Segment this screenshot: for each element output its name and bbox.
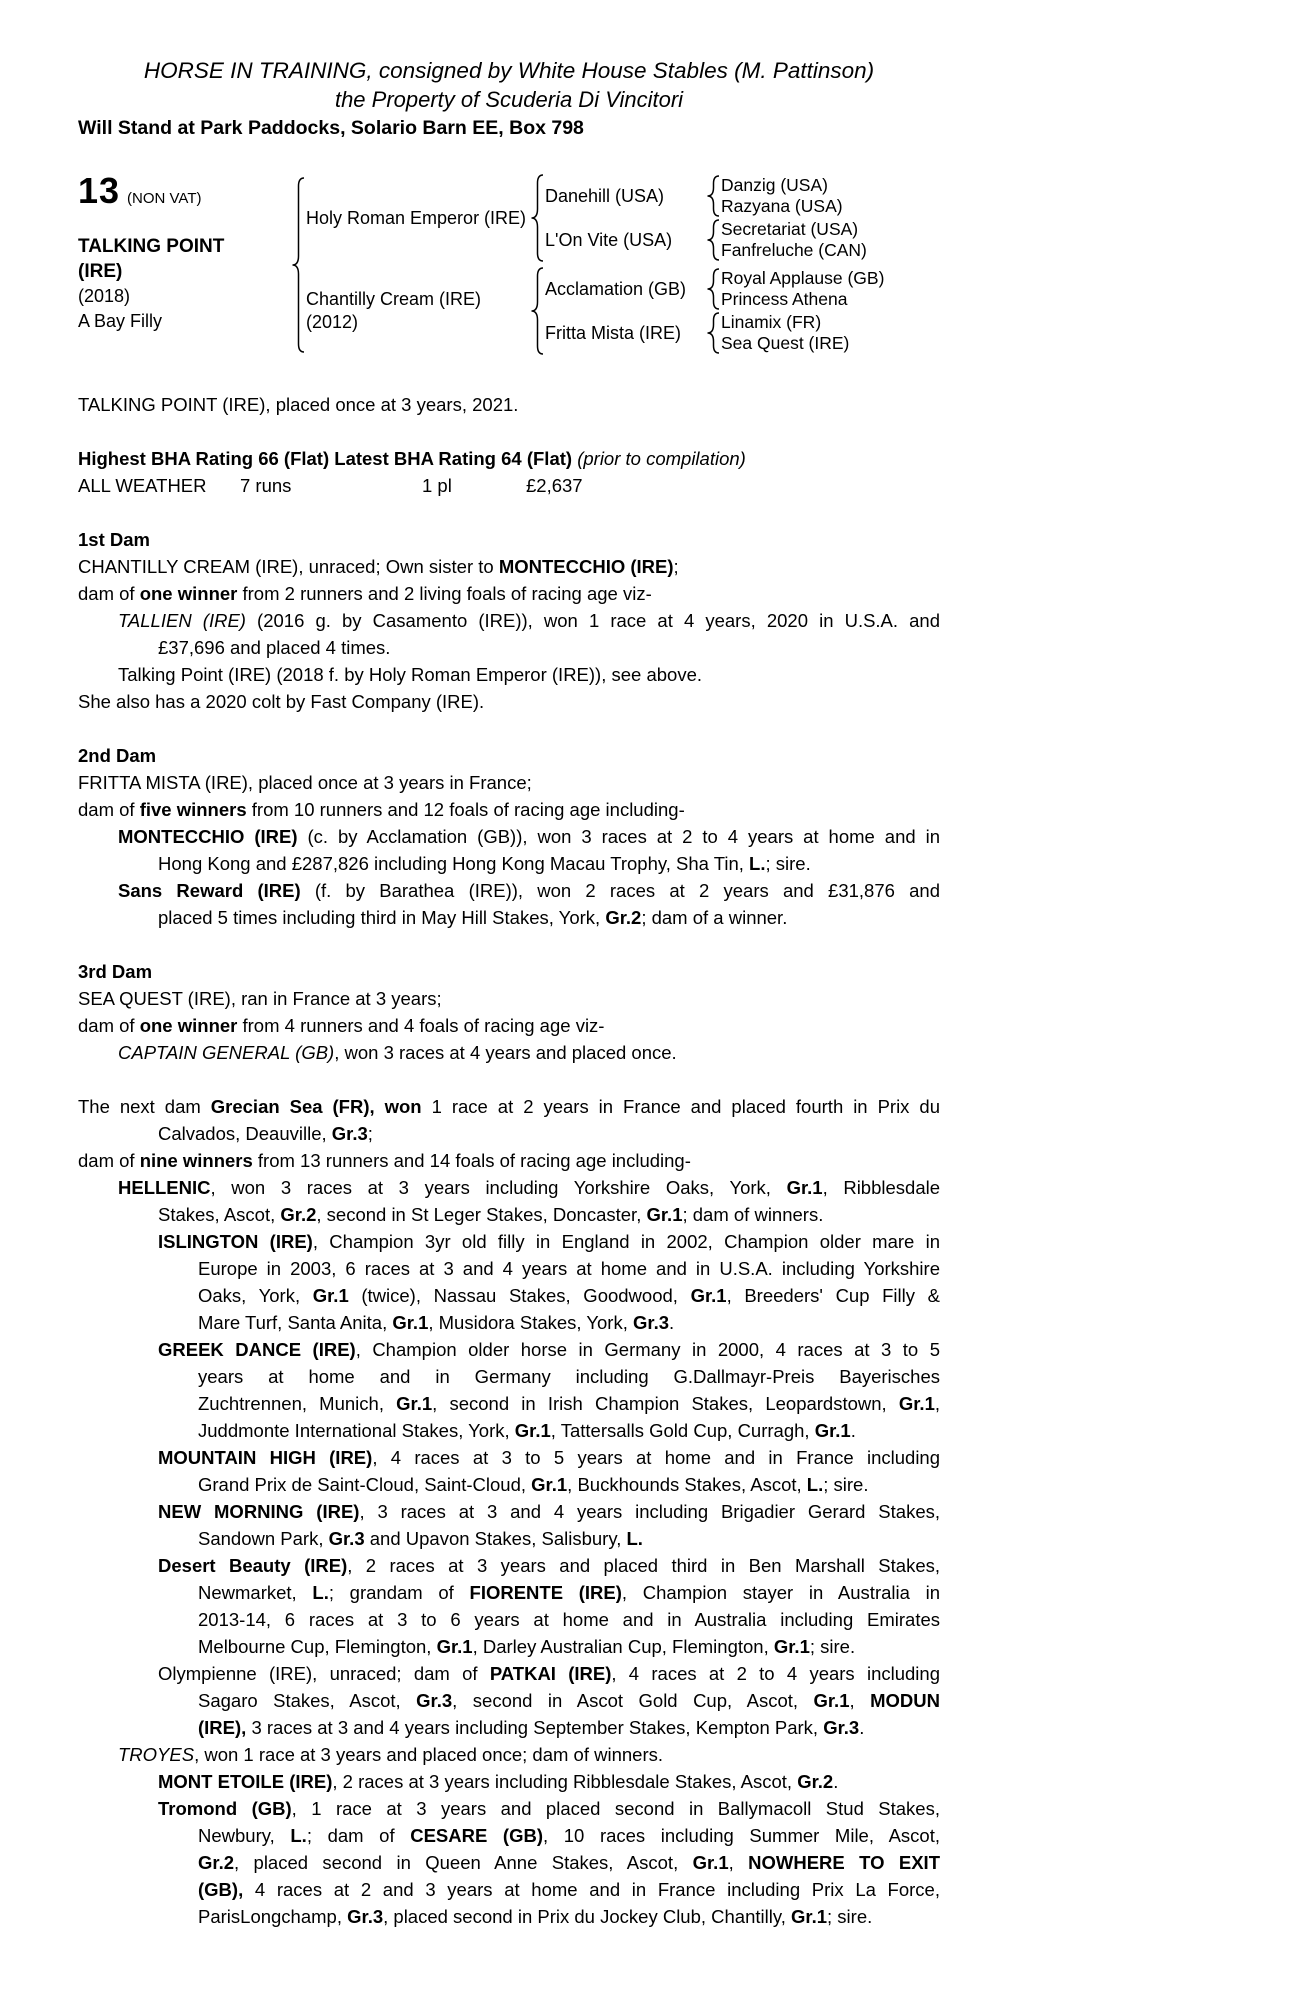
pedigree-gen3-col [721, 219, 940, 261]
pedigree-gen2-row [545, 268, 940, 310]
section-heading-1st-dam: 1st Dam [78, 529, 150, 550]
text-line: TROYES, won 1 race at 3 years and placed once; dam of winners. [118, 1744, 664, 1765]
text-line: Juddmonte International Stakes, York, Gr.1, Tattersalls Gold Cup, Curragh, Gr.1. [198, 1420, 856, 1441]
pedigree-horse-name: Royal Applause (GB) [721, 268, 885, 288]
pedigree-horse-name: Danzig (USA) [721, 175, 828, 195]
text-line: SEA QUEST (IRE), ran in France at 3 years; [78, 988, 442, 1009]
text-line: Grand Prix de Saint-Cloud, Saint-Cloud, Gr.1, Buckhounds Stakes, Ascot, L.; sire. [198, 1474, 869, 1495]
race-record-cell: 1 pl [422, 475, 452, 496]
pedigree-horse-name: Secretariat (USA) [721, 219, 859, 239]
race-record-cell: 7 runs [240, 475, 292, 496]
text-line: Olympienne (IRE), unraced; dam of PATKAI (IRE), 4 races at 2 to 4 years including [158, 1663, 940, 1684]
owner-title: the Property of Scuderia Di Vincitori [334, 87, 684, 112]
text-line: GREEK DANCE (IRE), Champion older horse in Germany in 2000, 4 races at 3 to 5 [158, 1339, 940, 1360]
pedigree-brace-icon [529, 267, 545, 355]
section-heading-2nd-dam: 2nd Dam [78, 745, 157, 766]
pedigree-main-brace [290, 177, 306, 353]
text-line: Tromond (GB), 1 race at 3 years and placed second in Ballymacoll Stud Stakes, [158, 1798, 940, 1819]
horse-name-block [78, 234, 290, 334]
text-line: years at home and in Germany including G.Dallmayr-Preis Bayerisches [198, 1366, 940, 1387]
text-line: dam of one winner from 4 runners and 4 foals of racing age viz- [78, 1015, 605, 1036]
text-line: Zuchtrennen, Munich, Gr.1, second in Irish Champion Stakes, Leopardstown, Gr.1, [198, 1393, 940, 1414]
text-line: TALLIEN (IRE) (2016 g. by Casamento (IRE)), won 1 race at 4 years, 2020 in U.S.A. and [118, 610, 941, 631]
consignor-title: HORSE IN TRAINING, consigned by White House Stables (M. Pattinson) [143, 58, 875, 83]
pedigree-gen1-row [306, 266, 940, 356]
text-line: dam of one winner from 2 runners and 2 living foals of racing age viz- [78, 583, 652, 604]
pedigree-horse-name: Acclamation (GB) [545, 278, 687, 299]
pedigree-brace-icon [705, 219, 721, 261]
text-line: CHANTILLY CREAM (IRE), unraced; Own sister to MONTECCHIO (IRE); [78, 556, 679, 577]
pedigree-horse-name: Razyana (USA) [721, 196, 843, 216]
text-line: Sandown Park, Gr.3 and Upavon Stakes, Salisbury, L. [198, 1528, 643, 1549]
pedigree-gen2-row [545, 312, 940, 354]
pedigree-gen3-col [721, 175, 940, 217]
pedigree-gen3-col [721, 268, 940, 310]
text-line: (GB), 4 races at 2 and 3 years at home and in France including Prix La Force, [198, 1879, 940, 1900]
pedigree-horse-name: Holy Roman Emperor (IRE) [306, 207, 527, 228]
horse-name-line1: TALKING POINT [78, 236, 225, 257]
horse-name-line2: (IRE) [78, 261, 123, 282]
horse-color-sex: A Bay Filly [78, 311, 163, 331]
pedigree-brace-icon [705, 175, 721, 217]
stand-location: Will Stand at Park Paddocks, Solario Barn EE, Box 798 [78, 117, 584, 139]
text-line: Newbury, L.; dam of CESARE (GB), 10 races including Summer Mile, Ascot, [198, 1825, 940, 1846]
text-line: MONT ETOILE (IRE), 2 races at 3 years including Ribblesdale Stakes, Ascot, Gr.2. [158, 1771, 839, 1792]
pedigree-brace-icon [529, 174, 545, 262]
text-line: ISLINGTON (IRE), Champion 3yr old filly in England in 2002, Champion older mare in [158, 1231, 941, 1252]
text-line: Calvados, Deauville, Gr.3; [158, 1123, 373, 1144]
pedigree-horse-name: Fanfreluche (CAN) [721, 240, 867, 260]
pedigree-gen3-col [721, 312, 940, 354]
text-line: NEW MORNING (IRE), 3 races at 3 and 4 years including Brigadier Gerard Stakes, [158, 1501, 940, 1522]
pedigree-horse-name: Linamix (FR) [721, 312, 822, 332]
section-heading-3rd-dam: 3rd Dam [78, 961, 153, 982]
race-record-cell: £2,637 [526, 475, 583, 496]
pedigree-horse-name: Fritta Mista (IRE) [545, 322, 682, 343]
race-record-cell: ALL WEATHER [78, 475, 207, 496]
race-record-row [78, 472, 940, 499]
text-line: Newmarket, L.; grandam of FIORENTE (IRE), Champion stayer in Australia in [198, 1582, 940, 1603]
text-line: £37,696 and placed 4 times. [158, 637, 391, 658]
text-line: ParisLongchamp, Gr.3, placed second in Prix du Jockey Club, Chantilly, Gr.1; sire. [198, 1906, 873, 1927]
pedigree-brace-icon [705, 312, 721, 354]
pedigree-gen1-row [306, 173, 940, 263]
text-line: Desert Beauty (IRE), 2 races at 3 years and placed third in Ben Marshall Stakes, [158, 1555, 941, 1576]
pedigree-horse-name: Sea Quest (IRE) [721, 333, 850, 353]
text-line: MOUNTAIN HIGH (IRE), 4 races at 3 to 5 years at home and in France including [158, 1447, 941, 1468]
text-line: Melbourne Cup, Flemington, Gr.1, Darley Australian Cup, Flemington, Gr.1; sire. [198, 1636, 856, 1657]
pedigree-gen2-col [545, 173, 940, 263]
text-line: Gr.2, placed second in Queen Anne Stakes, Ascot, Gr.1, NOWHERE TO EXIT [198, 1852, 940, 1873]
text-line: Europe in 2003, 6 races at 3 and 4 years at home and in U.S.A. including Yorkshire [198, 1258, 940, 1279]
text-line: placed 5 times including third in May Hill Stakes, York, Gr.2; dam of a winner. [158, 907, 788, 928]
text-line: dam of five winners from 10 runners and 12 foals of racing age including- [78, 799, 685, 820]
text-line: 2013-14, 6 races at 3 to 6 years at home and in Australia including Emirates [198, 1609, 940, 1630]
text-line: Sagaro Stakes, Ascot, Gr.3, second in Ascot Gold Cup, Ascot, Gr.1, MODUN [198, 1690, 940, 1711]
pedigree-horse-name: Chantilly Cream (IRE) (2012) [306, 289, 482, 332]
text-line: Talking Point (IRE) (2018 f. by Holy Roman Emperor (IRE)), see above. [118, 664, 703, 685]
pedigree-gen2-row [545, 175, 940, 217]
text-line: FRITTA MISTA (IRE), placed once at 3 years in France; [78, 772, 532, 793]
text-line: (IRE), 3 races at 3 and 4 years including September Stakes, Kempton Park, Gr.3. [198, 1717, 865, 1738]
text-line: Mare Turf, Santa Anita, Gr.1, Musidora Stakes, York, Gr.3. [198, 1312, 675, 1333]
text-line: She also has a 2020 colt by Fast Company (IRE). [78, 691, 485, 712]
text-line: TALKING POINT (IRE), placed once at 3 years, 2021. [78, 394, 519, 415]
text-line: Hong Kong and £287,826 including Hong Kong Macau Trophy, Sha Tin, L.; sire. [158, 853, 811, 874]
lot-vat-note: (NON VAT) [127, 190, 202, 207]
text-line: Oaks, York, Gr.1 (twice), Nassau Stakes, Goodwood, Gr.1, Breeders' Cup Filly & [198, 1285, 940, 1306]
catalogue-text [78, 391, 940, 1930]
horse-year: (2018) [78, 286, 131, 306]
pedigree-horse-name: Danehill (USA) [545, 185, 665, 206]
pedigree-tree [78, 170, 940, 359]
text-line: CAPTAIN GENERAL (GB), won 3 races at 4 years and placed once. [118, 1042, 677, 1063]
pedigree-brace-icon [705, 268, 721, 310]
lot-number: 13 [78, 170, 121, 211]
lot-block [78, 170, 290, 334]
text-line: The next dam Grecian Sea (FR), won 1 race at 2 years in France and placed fourth in Prix du [78, 1096, 940, 1117]
text-line: MONTECCHIO (IRE) (c. by Acclamation (GB)), won 3 races at 2 to 4 years at home and in [118, 826, 940, 847]
text-line: HELLENIC, won 3 races at 3 years including Yorkshire Oaks, York, Gr.1, Ribblesdale [118, 1177, 941, 1198]
pedigree-gen2-col [545, 266, 940, 356]
pedigree-gen2-row [545, 219, 940, 261]
text-line: dam of nine winners from 13 runners and 14 foals of racing age including- [78, 1150, 691, 1171]
text-line: Stakes, Ascot, Gr.2, second in St Leger Stakes, Doncaster, Gr.1; dam of winners. [158, 1204, 824, 1225]
text-line: Sans Reward (IRE) (f. by Barathea (IRE)), won 2 races at 2 years and £31,876 and [118, 880, 940, 901]
lot-number-line [78, 170, 290, 212]
pedigree-horse-name: L'On Vite (USA) [545, 229, 673, 250]
text-line: Highest BHA Rating 66 (Flat) Latest BHA Rating 64 (Flat) (prior to compilation) [78, 448, 746, 469]
pedigree-horse-name: Princess Athena [721, 289, 848, 309]
pedigree-generations [306, 170, 940, 359]
